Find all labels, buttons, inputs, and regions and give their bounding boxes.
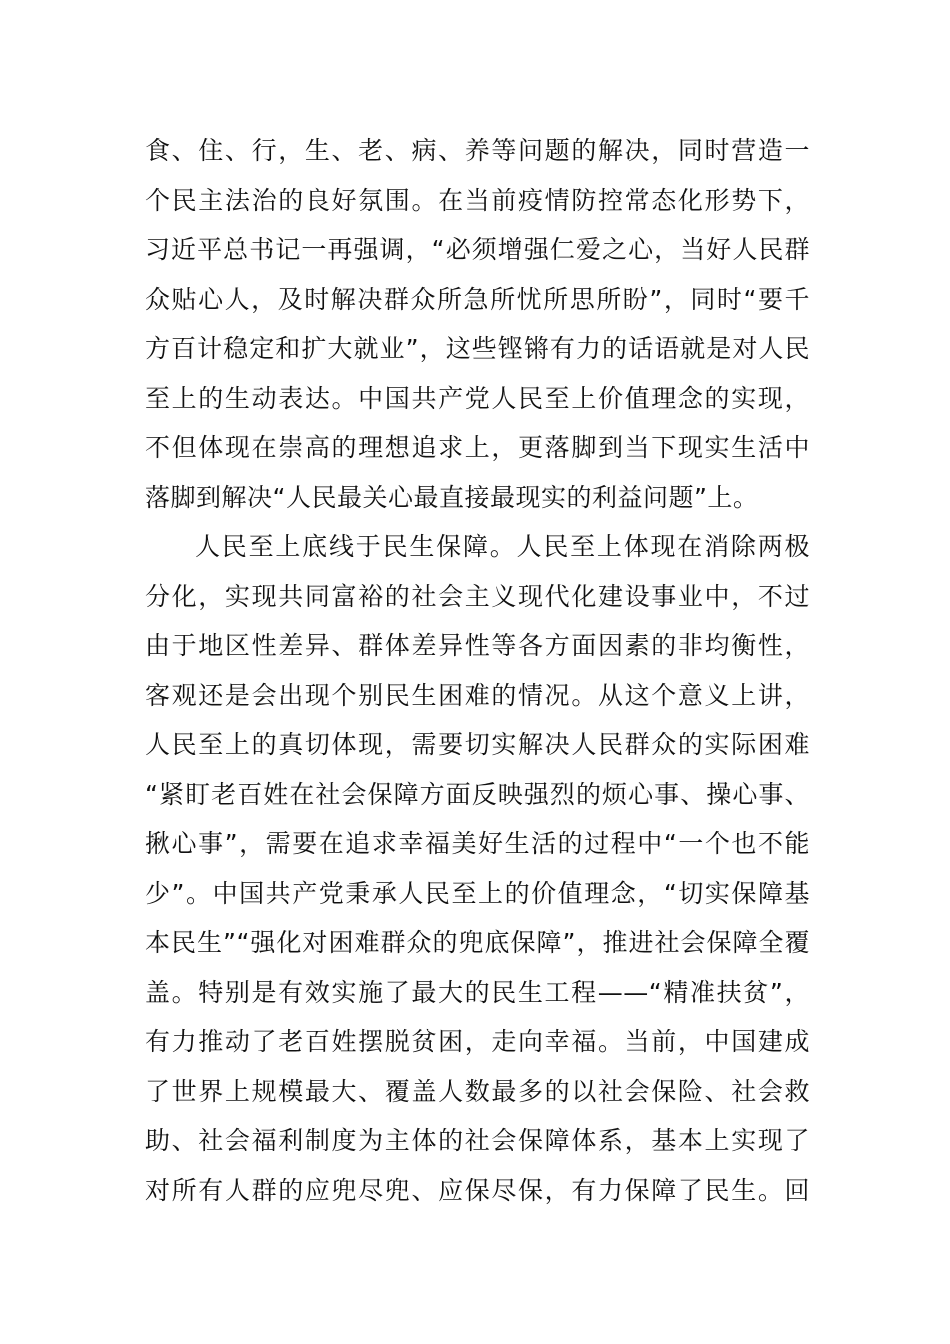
text-line: 习近平总书记一再强调，“必须增强仁爱之心，当好人民群: [145, 235, 810, 264]
text-line: 对所有人群的应兜尽兜、应保尽保，有力保障了民生。回: [145, 1175, 810, 1205]
text-line: 少”。中国共产党秉承人民至上的价值理念，“切实保障基: [145, 878, 810, 908]
text-line: 揪心事”，需要在追求幸福美好生活的过程中“一个也不能: [145, 829, 810, 858]
text-line: 人民至上的真切体现，需要切实解决人民群众的实际困难: [145, 730, 810, 759]
text-line: 客观还是会出现个别民生困难的情况。从这个意义上讲，: [145, 680, 810, 710]
text-line: 至上的生动表达。中国共产党人民至上价值理念的实现，: [145, 383, 810, 413]
body-text: [145, 126, 810, 1215]
text-line: 助、社会福利制度为主体的社会保障体系，基本上实现了: [145, 1126, 810, 1155]
text-line: 落脚到解决“人民最关心最直接最现实的利益问题”上。: [145, 482, 759, 512]
text-line: “紧盯老百姓在社会保障方面反映强烈的烦心事、操心事、: [145, 779, 810, 809]
text-line: 由于地区性差异、群体差异性等各方面因素的非均衡性，: [145, 631, 810, 660]
text-line: 众贴心人，及时解决群众所急所忧所思所盼”，同时“要千: [145, 284, 810, 314]
text-line: 食、住、行，生、老、病、养等问题的解决，同时营造一: [145, 136, 810, 165]
text-line: 有力推动了老百姓摆脱贫困，走向幸福。当前，中国建成: [145, 1027, 810, 1056]
text-line: 分化，实现共同富裕的社会主义现代化建设事业中，不过: [145, 581, 810, 611]
text-line: 了世界上规模最大、覆盖人数最多的以社会保险、社会救: [145, 1076, 810, 1106]
paragraph-start-line: 人民至上底线于民生保障。人民至上体现在消除两极: [195, 532, 810, 561]
text-line: 本民生”“强化对困难群众的兜底保障”，推进社会保障全覆: [145, 928, 810, 957]
text-line: 盖。特别是有效实施了最大的民生工程——“精准扶贫”，: [145, 977, 810, 1007]
text-line: 个民主法治的良好氛围。在当前疫情防控常态化形势下，: [145, 185, 810, 215]
text-line: 不但体现在崇高的理想追求上，更落脚到当下现实生活中: [145, 433, 810, 462]
text-line: 方百计稳定和扩大就业”，这些铿锵有力的话语就是对人民: [145, 334, 810, 363]
